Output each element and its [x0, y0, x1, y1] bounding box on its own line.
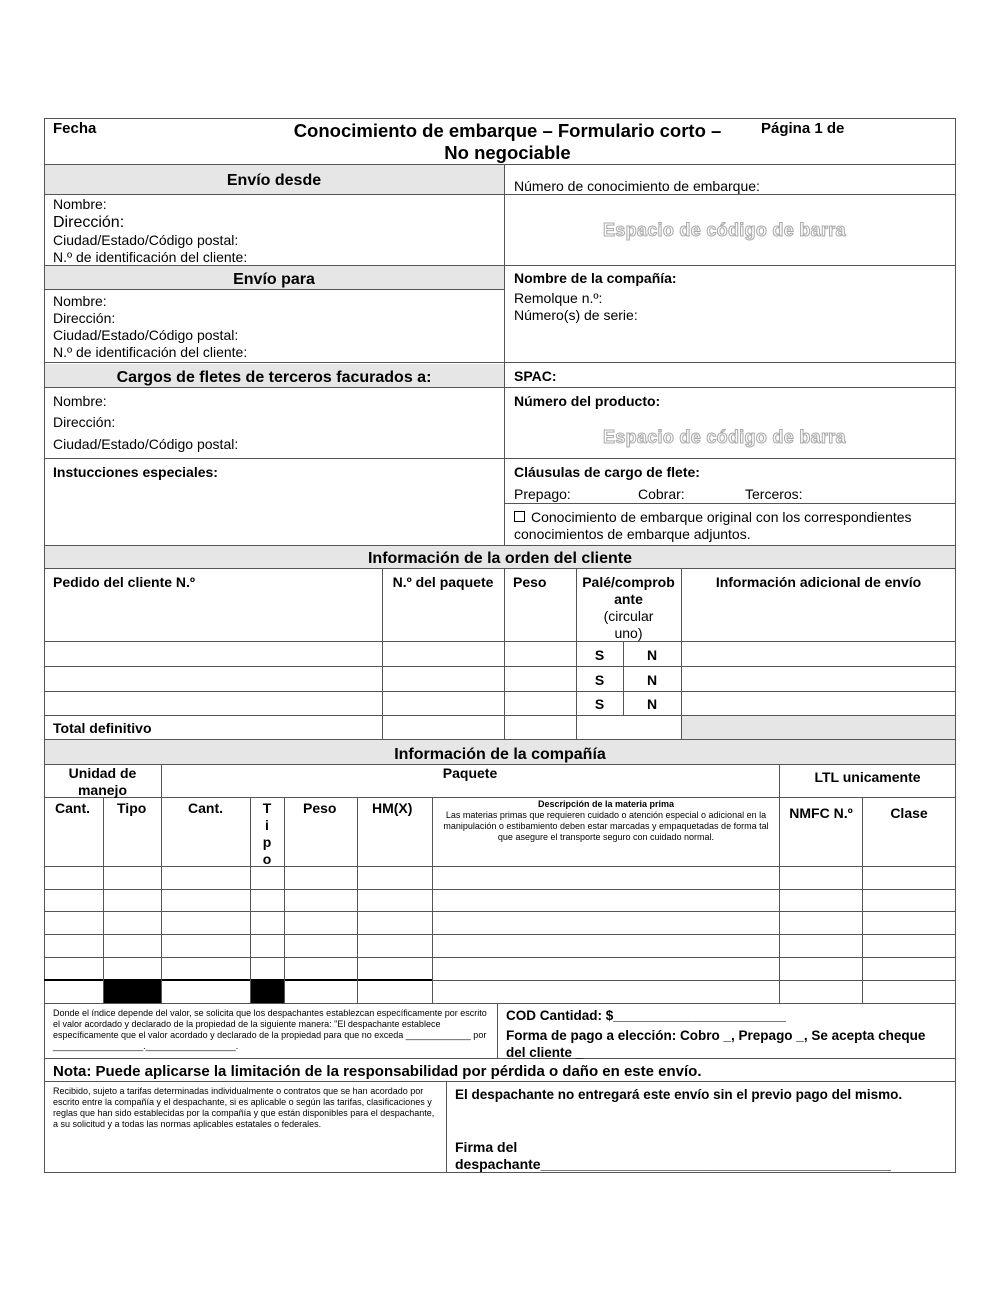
blacked-cell	[250, 981, 284, 1003]
pale-s[interactable]: S	[594, 696, 605, 712]
envio-desde-nombre: Nombre:	[53, 196, 107, 212]
col-pedido: Pedido del cliente N.º	[53, 574, 196, 590]
envio-desde-fields	[53, 195, 247, 266]
col-pale-title: Palé/comprobante	[582, 574, 675, 607]
paquete-heading: Paquete	[442, 765, 498, 781]
recibido-text: Recibido, sujeto a tarifas determinadas individualmente o contratos que se han acordado por escrito entre la compañía y el despachante, si es aplicable o según las tarifas, clasificaciones y reglas que han sido establecidas por la compañía y que están disponibles para el despachante, a su solicitud y a todas las normas aplicables estatales o federales.	[53, 1086, 435, 1129]
clausula-cobrar: Cobrar:	[638, 486, 685, 502]
col-clase: Clase	[890, 805, 928, 821]
pagina-label: Página 1 de	[761, 120, 845, 137]
barcode-space-1: Espacio de código de barra	[603, 220, 846, 240]
cod-cantidad[interactable]: COD Cantidad: $_______________________	[506, 1008, 786, 1023]
spac-label: SPAC:	[514, 368, 557, 384]
col-pale	[580, 574, 677, 642]
clausula-prepago: Prepago:	[514, 486, 571, 502]
valor-text: Donde el índice depende del valor, se solicita que los despachantes establezcan específicamente por escrito el valor acordado y declarado de la propiedad de la siguiente manera: "El despachante establece específicamente que el valor acordado y declarado de la propiedad para que no exceda _____________ por __________________.__________________.	[53, 1008, 487, 1051]
orden-cliente-heading: Información de la orden del cliente	[367, 550, 633, 567]
pale-s[interactable]: S	[594, 647, 605, 663]
col-paquete: N.º del paquete	[392, 574, 494, 590]
envio-desde-direccion: Dirección:	[53, 214, 125, 231]
envio-desde-heading: Envío desde	[226, 172, 322, 189]
envio-para-fields	[53, 293, 247, 361]
col-tipo-2: Tipo	[262, 800, 272, 867]
col-pale-note: (circular uno)	[603, 608, 654, 641]
col-tipo-1: Tipo	[117, 800, 147, 816]
col-cant-2: Cant.	[188, 800, 223, 816]
blacked-cell	[103, 981, 161, 1003]
envio-para-direccion: Dirección:	[53, 310, 116, 326]
no-entregara-text: El despachante no entregará este envío sin el previo pago del mismo.	[455, 1087, 903, 1102]
col-nmfc: NMFC N.º	[789, 805, 853, 821]
nota-responsabilidad: Nota: Puede aplicarse la limitación de la responsabilidad por pérdida o daño en este envío.	[53, 1063, 702, 1080]
forma-pago: Forma de pago a elección: Cobro _, Prepago _, Se acepta cheque del cliente _	[506, 1028, 926, 1060]
barcode-space-2: Espacio de código de barra	[603, 427, 846, 447]
terceros-direccion: Dirección:	[53, 414, 116, 430]
firma-label: Firma del	[455, 1139, 518, 1155]
envio-para-heading: Envío para	[233, 271, 315, 288]
envio-para-ciudad: Ciudad/Estado/Código postal:	[53, 327, 239, 343]
pale-s[interactable]: S	[594, 672, 605, 688]
col-descripcion	[436, 799, 776, 843]
descripcion-title: Descripción de la materia prima	[537, 799, 675, 809]
title-line-2: No negociable	[444, 142, 571, 163]
firma-line[interactable]: despachante_____________________________________________	[455, 1156, 891, 1172]
info-compania-heading: Información de la compañía	[394, 746, 606, 763]
original-bol-option[interactable]	[514, 509, 950, 543]
terceros-ciudad: Ciudad/Estado/Código postal:	[53, 436, 239, 452]
shade-total-extra	[681, 715, 956, 739]
envio-desde-id: N.º de identificación del cliente:	[53, 249, 248, 265]
col-info-adicional: Información adicional de envío	[715, 574, 922, 590]
col-peso-2: Peso	[303, 800, 337, 816]
producto-label: Número del producto:	[514, 393, 661, 409]
fecha-label: Fecha	[53, 120, 97, 137]
envio-para-nombre: Nombre:	[53, 293, 107, 309]
clausulas-label: Cláusulas de cargo de flete:	[514, 464, 700, 480]
pale-n[interactable]: N	[646, 647, 658, 663]
checkbox-icon[interactable]	[514, 511, 525, 522]
original-bol-text: Conocimiento de embarque original con los correspondientes conocimientos de embarque adjuntos.	[514, 509, 912, 542]
title-line-1: Conocimiento de embarque – Formulario corto –	[293, 120, 722, 141]
unidad-manejo: Unidad de manejo	[68, 765, 137, 798]
terceros-heading: Cargos de fletes de terceros facurados a:	[116, 369, 432, 386]
col-cant-1: Cant.	[55, 800, 90, 816]
page-title	[250, 120, 765, 164]
instrucciones-label: Instucciones especiales:	[53, 464, 218, 480]
col-peso: Peso	[513, 574, 547, 590]
compania-nombre-label: Nombre de la compañía:	[514, 270, 677, 286]
pale-n[interactable]: N	[646, 672, 658, 688]
terceros-nombre: Nombre:	[53, 393, 107, 409]
pale-n[interactable]: N	[646, 696, 658, 712]
total-definitivo: Total definitivo	[53, 720, 152, 736]
descripcion-body: Las materias primas que requieren cuidado o atención especial o adicional en la manipulación o estibamiento deben estar marcadas y empaquetadas de forma tal que asegure el transporte seguro con cuidado normal.	[443, 810, 769, 842]
col-hm: HM(X)	[372, 800, 413, 816]
ltl-heading: LTL unicamente	[814, 769, 921, 785]
serie-label: Número(s) de serie:	[514, 307, 638, 323]
bol-number-label: Número de conocimiento de embarque:	[514, 178, 760, 194]
clausula-terceros: Terceros:	[745, 486, 803, 502]
remolque-label: Remolque n.º:	[514, 290, 603, 306]
envio-desde-ciudad: Ciudad/Estado/Código postal:	[53, 232, 239, 248]
envio-para-id: N.º de identificación del cliente:	[53, 344, 248, 360]
